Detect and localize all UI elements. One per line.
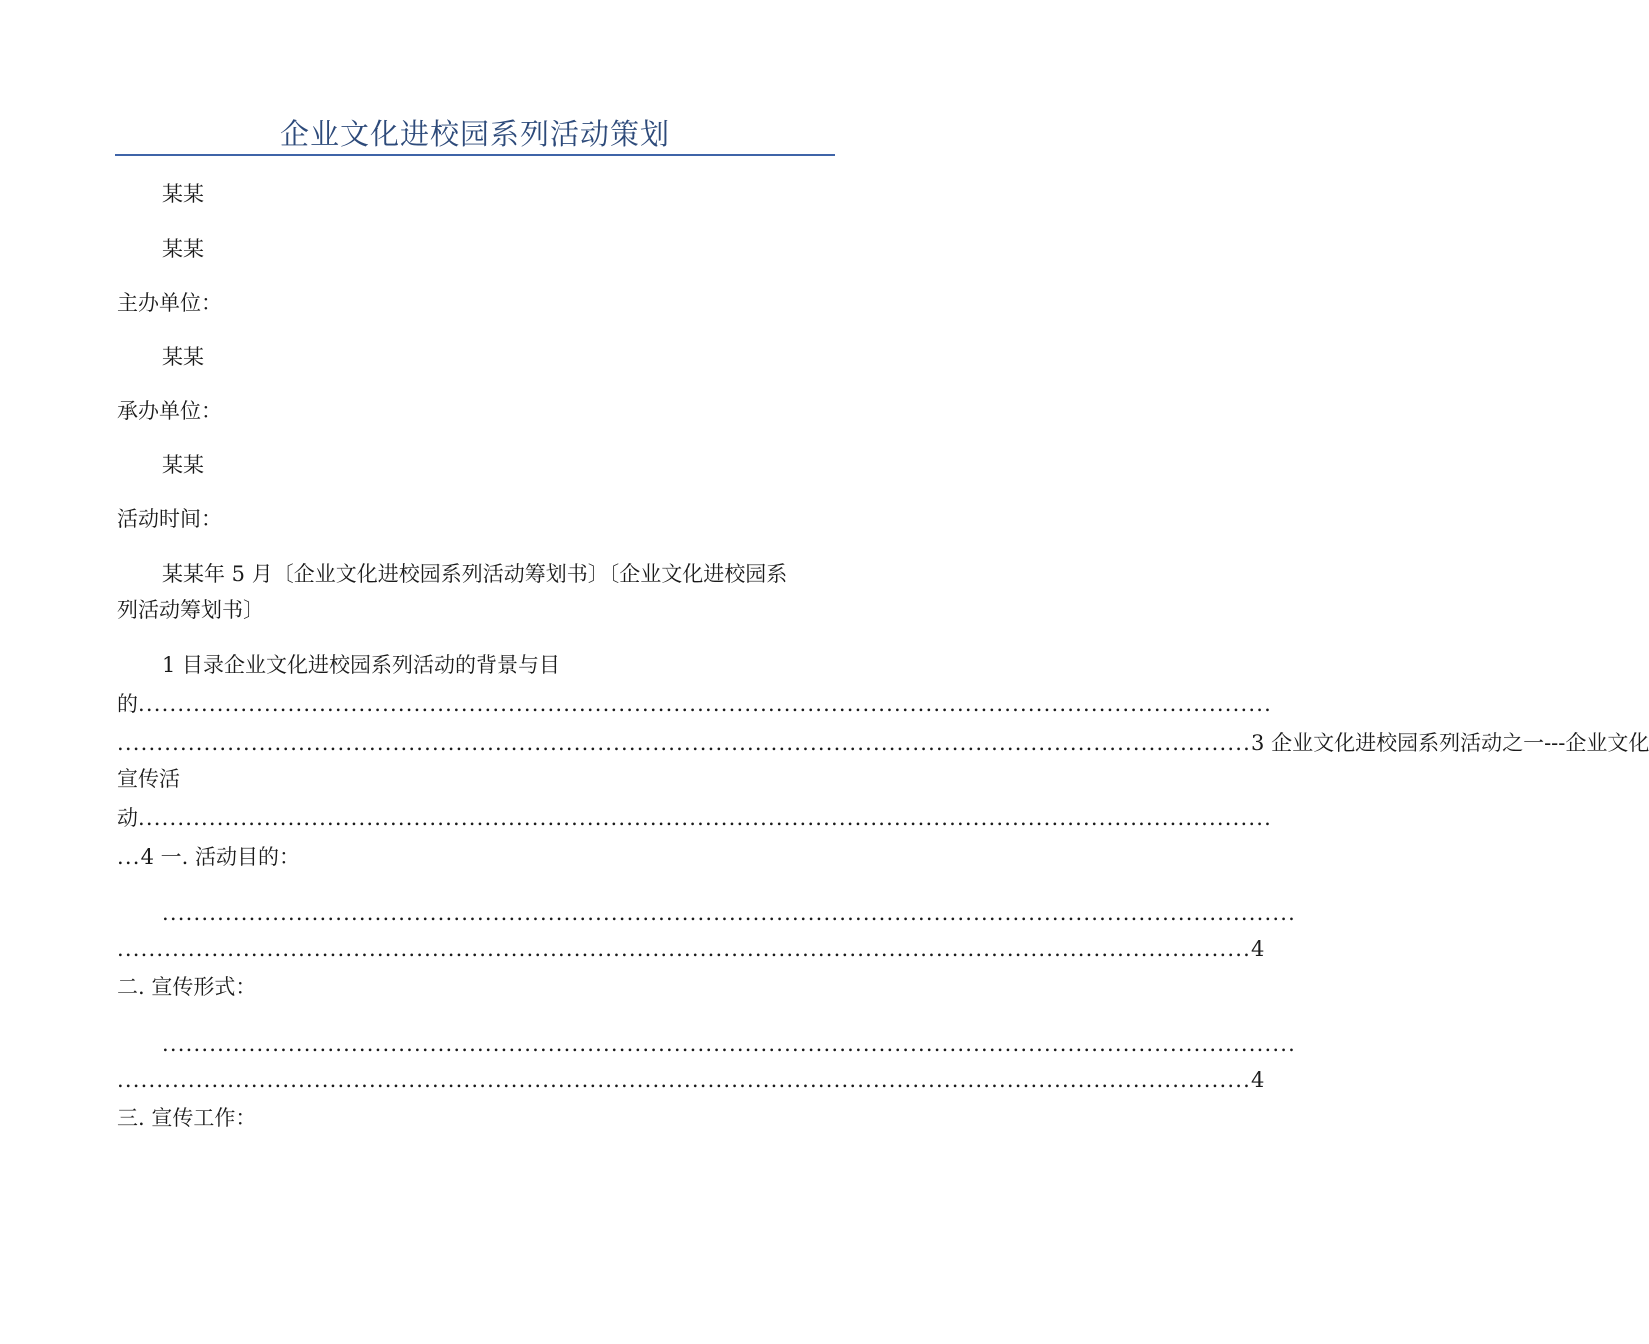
title-underline bbox=[115, 154, 835, 156]
text-line: 某某 bbox=[162, 182, 204, 206]
section-heading-3: 三. 宣传工作： bbox=[117, 1106, 257, 1130]
toc-line: 宣传活 bbox=[117, 767, 180, 791]
toc-line bbox=[117, 802, 1273, 834]
toc-line bbox=[117, 688, 1273, 720]
toc-dot-leader: ................................................................................................................................................ bbox=[117, 731, 1252, 755]
paragraph-line: 某某年 5 月〔企业文化进校园系列活动筹划书〕〔企业文化进校园系 bbox=[162, 562, 788, 586]
toc-dot-leader: ................................................................................................................................................ bbox=[117, 937, 1252, 961]
paragraph-line: 列活动筹划书〕 bbox=[117, 598, 264, 622]
text-line: 某某 bbox=[162, 453, 204, 477]
toc-line bbox=[117, 727, 1649, 759]
section-heading-2: 二. 宣传形式： bbox=[117, 975, 257, 999]
toc-dot-leader: ................................................................................................................................................ bbox=[138, 692, 1273, 716]
toc-text: 的 bbox=[117, 692, 138, 716]
text-line: 某某 bbox=[162, 345, 204, 369]
toc-dot-leader-short: ... bbox=[117, 845, 141, 869]
toc-text: 3 企业文化进校园系列活动之一---企业文化 bbox=[1251, 731, 1649, 755]
toc-dot-leader: ................................................................................................................................................ bbox=[138, 806, 1273, 830]
document-title: 企业文化进校园系列活动策划 bbox=[279, 117, 670, 151]
organizer-label: 主办单位： bbox=[117, 291, 222, 315]
toc-line bbox=[117, 1064, 1265, 1096]
co-organizer-label: 承办单位： bbox=[117, 399, 222, 423]
toc-dot-leader: ................................................................................................................................................ bbox=[162, 901, 1297, 925]
toc-line bbox=[117, 933, 1265, 965]
toc-dot-leader: ................................................................................................................................................ bbox=[117, 1068, 1252, 1092]
toc-page-number: 4 bbox=[1251, 1068, 1265, 1092]
toc-text: 动 bbox=[117, 806, 138, 830]
section-heading-1: 4 一. 活动目的： bbox=[140, 845, 301, 869]
toc-dot-leader: ................................................................................................................................................ bbox=[162, 1032, 1297, 1056]
event-time-label: 活动时间： bbox=[117, 507, 222, 531]
text-line: 某某 bbox=[162, 237, 204, 261]
toc-line bbox=[117, 841, 829, 873]
toc-line: 1 目录企业文化进校园系列活动的背景与目 bbox=[162, 653, 561, 677]
toc-page-number: 4 bbox=[1251, 937, 1265, 961]
